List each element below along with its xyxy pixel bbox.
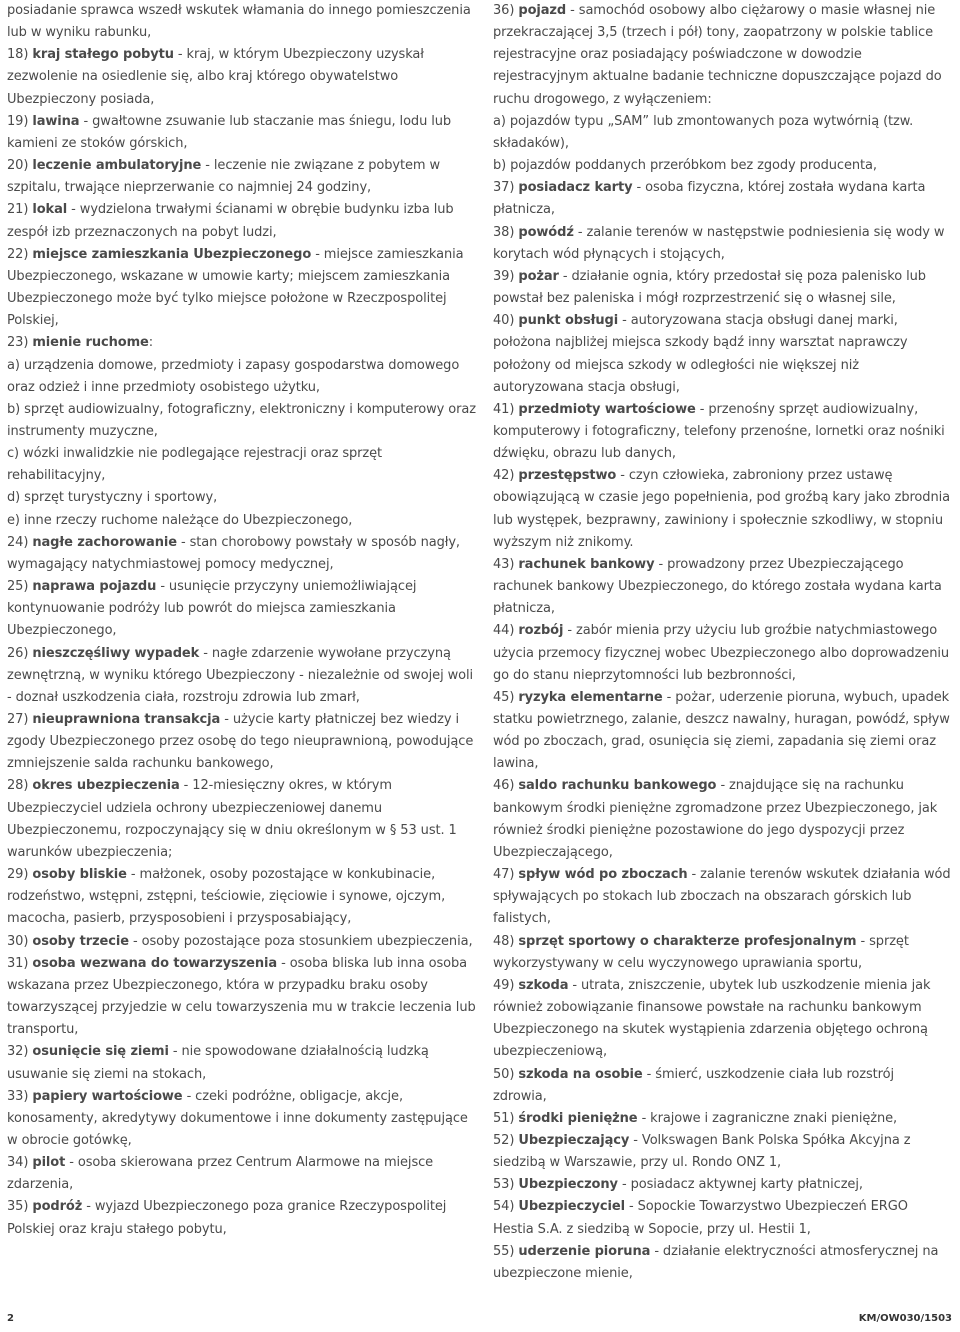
defined-term: rozbój [518,623,564,639]
definition-entry [493,1130,951,1174]
definition-text: - nagłe zdarzenie wywołane przyczyną zewnętrzną, w wyniku którego Ubezpieczony - niezależnie od swojej woli - doznał uszkodzenia ciała, rozstroju zdrowia lub zmarł, [7,645,474,705]
definition-text: 29) [7,867,33,883]
defined-term: uderzenie pioruna [518,1243,651,1259]
definition-text: - osoba skierowana przez Centrum Alarmowe na miejsce zdarzenia, [7,1155,434,1193]
definition-text: 25) [7,579,33,595]
definition-text: - miejsce zamieszkania Ubezpieczonego, wskazane w umowie karty; miejscem zamieszkania Ubezpieczonego może być tylko miejsce położone w Rzeczpospolitej Polskiej, [7,246,464,329]
defined-term: osunięcie się ziemi [32,1044,169,1060]
definition-entry [7,953,477,1042]
definition-entry [493,931,951,975]
definition-text: b) pojazdów poddanych przeróbkom bez zgody producenta, [493,158,877,174]
defined-term: Ubezpieczyciel [518,1199,625,1215]
definition-text: 31) [7,955,33,971]
definition-text: 44) [493,623,519,639]
definition-entry [7,155,477,199]
defined-term: nieuprawniona transakcja [32,712,221,727]
definition-text: - wyjazd Ubezpieczonego poza granice Rzeczypospolitej Polskiej oraz kraju stałego pobytu, [7,1199,447,1237]
definition-text: 24) [7,534,33,550]
defined-term: saldo rachunku bankowego [518,778,717,794]
definition-text: 50) [493,1066,519,1082]
definition-text: 46) [493,778,519,794]
definition-entry [493,177,951,221]
defined-term: podróż [32,1199,83,1215]
defined-term: miejsce zamieszkania Ubezpieczonego [32,246,312,262]
definition-text: - zabór mienia przy użyciu lub groźbie natychmiastowego użycia przemocy fizycznej wobec Ubezpieczonego albo doprowadzeniu go do stanu nieprzytomności lub bezbronności, [493,623,949,683]
defined-term: szkoda na osobie [518,1066,643,1082]
definition-text: - leczenie nie związane z pobytem w szpitalu, trwające nieprzerwanie co najmniej 24 godziny, [7,158,440,196]
definition-text: e) inne rzeczy ruchome należące do Ubezpieczonego, [7,512,353,528]
definition-entry [7,931,477,953]
definition-text: 33) [7,1088,33,1104]
definition-text: 53) [493,1177,519,1193]
definition-entry [493,775,951,864]
definition-text: : [148,335,154,351]
definition-text: a) pojazdów typu „SAM” lub zmontowanych poza wytwórnią (tzw. składaków), [493,113,914,151]
defined-term: pożar [518,268,559,284]
defined-term: powódź [518,224,574,240]
definition-entry [7,1196,477,1240]
definition-entry [7,199,477,243]
definition-text: 22) [7,246,33,262]
definition-entry [493,554,951,620]
definition-entry [7,1041,477,1085]
definition-entry [493,465,951,554]
definition-text: 32) [7,1044,33,1060]
defined-term: naprawa pojazdu [32,579,157,595]
defined-term: sprzęt sportowy o charakterze profesjonalnym [518,933,857,949]
definition-entry [7,332,477,354]
definition-text: 52) [493,1132,519,1148]
page-number: 2 [7,1313,14,1324]
definition-text: - utrata, zniszczenie, ubytek lub uszkodzenie mienia jak również zobowiązanie finansowe powstałe na rachunku bankowym Ubezpieczonego na skutek wystąpienia zdarzenia objętego ochroną ubezpieczeniową, [493,977,931,1060]
definition-text: 54) [493,1199,519,1215]
definition-text: d) sprzęt turystyczny i sportowy, [7,490,218,506]
definition-entry [493,1196,951,1240]
defined-term: środki pieniężne [518,1110,638,1126]
definition-entry [493,266,951,310]
document-code: KM/OW030/1503 [858,1313,952,1324]
defined-term: lawina [32,113,80,129]
definition-entry [493,1241,951,1285]
defined-term: Ubezpieczający [518,1132,630,1148]
defined-term: rachunek bankowy [518,556,655,572]
definition-text: - samochód osobowy albo ciężarowy o masie własnej nie przekraczającej 3,5 (trzech i pół) tony, zaopatrzony w polskie tablice rejestracyjne oraz posiadający poświadczone w dowodzie rejestracyjnym aktualne badanie techniczne dopuszczające pojazd do ruchu drogowego, z wyłączeniem: [493,3,942,107]
definition-text: 37) [493,180,519,196]
defined-term: nieszczęśliwy wypadek [32,645,200,661]
definition-text: - gwałtowne zsuwanie lub staczanie mas śniegu, lodu lub kamieni ze stoków górskich, [7,113,452,151]
definition-text: 18) [7,47,33,63]
definition-text: - krajowe i zagraniczne znaki pieniężne, [637,1110,898,1126]
definition-entry [7,1152,477,1196]
definition-text: a) urządzenia domowe, przedmioty i zapasy gospodarstwa domowego oraz odzież i inne przedmioty osobistego użytku, [7,357,460,395]
defined-term: osoby bliskie [32,867,127,883]
definition-text: - autoryzowana stacja obsługi danej marki, położona najbliżej miejsca szkody bądź inny warsztat naprawczy położony od miejsca szkody w odległości nie większej niż autoryzowana stacja obsługi, [493,313,908,395]
defined-term: posiadacz karty [518,180,633,196]
definition-text: - działanie ognia, który przedostał się poza palenisko lub powstał bez paleniska i mógł rozprzestrzenić się o własnej sile, [493,268,926,307]
definition-entry [493,222,951,266]
definition-text: 55) [493,1243,519,1259]
definition-text: b) sprzęt audiowizualny, fotograficzny, elektroniczny i komputerowy oraz instrumenty muzyczne, [7,401,476,439]
defined-term: pilot [32,1155,66,1171]
definition-entry [7,709,477,775]
definition-text: - czyn człowieka, zabroniony przez ustawę obowiązującą w czasie jego popełnienia, pod groźbą kary jako zbrodnia lub występek, bezprawny, zawiniony i społecznie szkodliwy, w stopniu wyższym niż znikomy. [493,468,950,550]
definition-text: 20) [7,158,33,174]
definition-text: - wydzielona trwałymi ścianami w obrębie budynku izba lub zespół izb przeznaczonych na pobyt ludzi, [7,202,454,240]
definition-text: 26) [7,645,33,661]
definition-text: - 12-miesięczny okres, w którym Ubezpieczyciel udziela ochrony ubezpieczeniowej danemu Ubezpieczonemu, rozpoczynający się w dniu określonym w § 53 ust. 1 warunków ubezpieczenia; [7,778,457,860]
definition-text: 34) [7,1155,33,1171]
defined-term: kraj stałego pobytu [32,47,174,63]
definition-text: c) wózki inwalidzkie nie podlegające rejestracji oraz sprzęt rehabilitacyjny, [7,446,383,484]
right-column [493,0,951,1285]
definition-entry [493,1108,951,1130]
definition-text: - osoba fizyczna, której została wydana karta płatnicza, [493,180,926,218]
definition-text: 27) [7,712,33,727]
definition-text: posiadanie sprawca wszedł wskutek włamania do innego pomieszczenia lub w wyniku rabunku, [7,3,471,41]
definition-entry [7,44,477,110]
definition-text: 23) [7,335,33,351]
definition-text: - pożar, uderzenie pioruna, wybuch, upadek statku powietrznego, zalanie, deszcz nawalny, huragan, powódź, spływ wód po zboczach, grad, osunięcia się ziemi, zapadania się ziemi oraz lawina, [493,689,950,772]
definition-text: - posiadacz aktywnej karty płatniczej, [617,1177,863,1193]
definition-entry [7,532,477,576]
defined-term: spływ wód po zboczach [518,867,688,883]
definition-entry [493,0,951,111]
definition-text: - znajdujące się na rachunku bankowym środki pieniężne zgromadzone przez Ubezpieczonego, jak również środki pieniężne pozostawione do jego dyspozycji przez Ubezpieczającego, [493,778,938,860]
defined-term: przedmioty wartościowe [518,401,696,417]
definition-text: - działanie elektryczności atmosferycznej na ubezpieczone mienie, [493,1243,939,1281]
definition-entry [7,0,477,44]
defined-term: okres ubezpieczenia [32,778,180,794]
definition-text: - stan chorobowy powstały w sposób nagły, wymagający natychmiastowej pomocy medycznej, [7,534,460,572]
defined-term: punkt obsługi [518,313,619,329]
definition-entry [7,576,477,642]
definition-entry [493,1174,951,1196]
left-column [7,0,477,1241]
definition-text: 35) [7,1199,33,1215]
definition-text: - czeki podróżne, obligacje, akcje, konosamenty, akredytywy dokumentowe i inne dokumenty zastępujące w obrocie gotówkę, [7,1088,468,1148]
definition-entry [493,975,951,1064]
definition-entry [493,864,951,930]
definition-entry [7,443,477,487]
definition-entry [7,1086,477,1152]
definition-text: 28) [7,778,33,794]
defined-term: osoba wezwana do towarzyszenia [32,955,278,971]
definition-text: 39) [493,268,519,284]
defined-term: mienie ruchome [32,335,149,351]
definition-entry [7,864,477,930]
definition-text: 49) [493,977,519,993]
defined-term: ryzyka elementarne [518,689,663,705]
definition-entry [7,487,477,509]
definition-text: 47) [493,867,519,883]
definition-text: 38) [493,224,519,240]
definition-text: - zalanie terenów wskutek działania wód spływających po stokach lub zboczach na obszarach górskich lub falistych, [493,867,951,927]
definition-text: - osoba bliska lub inna osoba wskazana przez Ubezpieczonego, która w przypadku braku osoby towarzyszącej przyjedzie w celu towarzyszenia mu w trakcie leczenia lub transportu, [7,955,476,1038]
defined-term: nagłe zachorowanie [32,534,177,550]
definition-text: 48) [493,933,519,949]
definition-entry [493,1064,951,1108]
definition-text: 41) [493,401,519,417]
defined-term: papiery wartościowe [32,1088,183,1104]
definition-text: 45) [493,689,519,705]
defined-term: szkoda [518,977,569,993]
definition-text: 21) [7,202,33,218]
definition-entry [7,355,477,399]
definition-entry [7,643,477,709]
definition-text: 42) [493,468,519,484]
defined-term: pojazd [518,3,567,18]
definition-entry [493,155,951,177]
definition-text: - zalanie terenów w następstwie podniesienia się wody w korytach wód płynących i stojących, [493,224,945,262]
defined-term: Ubezpieczony [518,1177,618,1193]
definition-entry [7,111,477,155]
definition-text: - kraj, w którym Ubezpieczony uzyskał zezwolenie na osiedlenie się, albo kraj którego obywatelstwo Ubezpieczony posiada, [7,47,424,107]
definition-text: - przenośny sprzęt audiowizualny, komputerowy i fotograficzny, telefony przenośne, lornetki oraz nośniki dźwięku, obrazu lub danych, [493,401,945,462]
definition-text: 19) [7,113,33,129]
definition-entry [7,775,477,864]
definition-entry [7,399,477,443]
defined-term: lokal [32,202,68,218]
definition-text: - usunięcie przyczyny uniemożliwiającej kontynuowanie podróży lub powrót do miejsca zamieszkania Ubezpieczonego, [7,579,417,639]
definition-entry [493,399,951,465]
definition-text: 40) [493,313,519,329]
definition-text: 43) [493,556,519,572]
definition-entry [7,244,477,333]
definition-entry [493,310,951,399]
definition-entry [7,510,477,532]
defined-term: osoby trzecie [32,933,129,949]
definition-text: - sprzęt wykorzystywany w celu wyczynowego uprawiania sportu, [493,933,909,971]
defined-term: przestępstwo [518,468,617,484]
definition-text: - Volkswagen Bank Polska Spółka Akcyjna z siedzibą w Warszawie, przy ul. Rondo ONZ 1, [493,1132,911,1171]
definition-text: - użycie karty płatniczej bez wiedzy i zgody Ubezpieczonego przez osobę do tego nieuprawnioną, powodujące zmniejszenie salda rachunku bankowego, [7,712,474,772]
definition-text: - Sopockie Towarzystwo Ubezpieczeń ERGO Hestia S.A. z siedzibą w Sopocie, przy ul. Hestii 1, [493,1199,908,1237]
definition-entry [493,620,951,686]
definition-text: 36) [493,3,519,18]
definition-text: - nie spowodowane działalnością ludzką usuwanie się ziemi na stokach, [7,1044,429,1082]
definition-text: - małżonek, osoby pozostające w konkubinacie, rodzeństwo, wstępni, zstępni, teściowie, zięciowie i synowe, ojczym, macocha, pasierb, przysposobieni i przysposabiający, [7,867,446,927]
definition-entry [493,687,951,776]
definition-text: - osoby pozostające poza stosunkiem ubezpieczenia, [128,933,473,949]
defined-term: leczenie ambulatoryjne [32,158,202,174]
definition-text: 30) [7,933,33,949]
definition-text: - prowadzony przez Ubezpieczającego rachunek bankowy Ubezpieczonego, do którego została wydana karta płatnicza, [493,556,942,617]
definition-entry [493,111,951,155]
definition-text: 51) [493,1110,519,1126]
definition-text: - śmierć, uszkodzenie ciała lub rozstrój zdrowia, [493,1066,895,1104]
